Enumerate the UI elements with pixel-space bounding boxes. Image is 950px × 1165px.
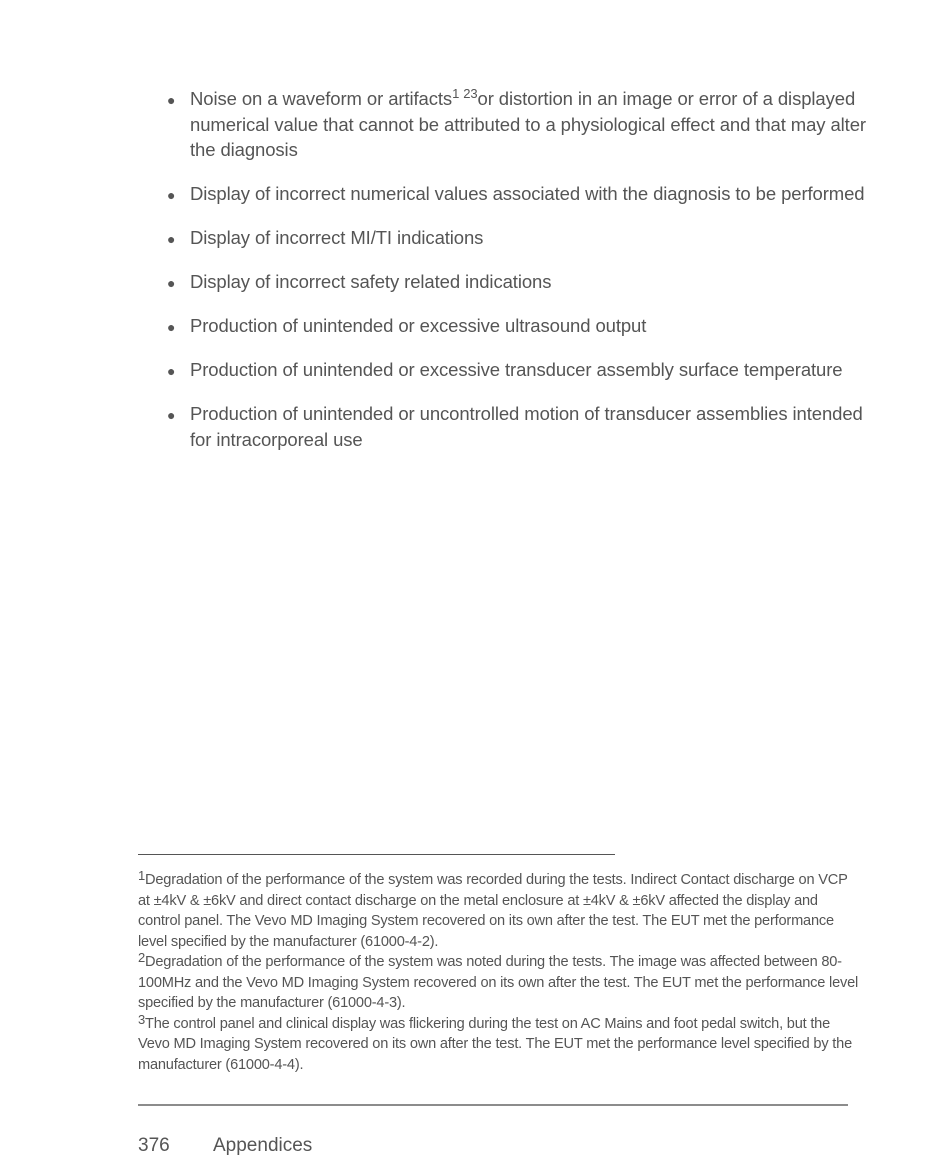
page-number: 376 [138,1135,170,1156]
list-item-text: Display of incorrect safety related indications [190,271,552,292]
performance-criteria-list [166,86,866,471]
footnote-text: The control panel and clinical display was flickering during the test on AC Mains and foot pedal switch, but the Vevo MD Imaging System recovered on its own after the test. The EUT met the performance level specified by the manufacturer (61000-4-4). [138,1015,852,1073]
footnote-ref[interactable]: 2 [463,86,471,101]
page-footer [138,1134,312,1158]
bullet-dot-icon: ● [167,92,176,108]
footnote-ref[interactable]: 3 [470,86,478,101]
list-item-text: Production of unintended or excessive transducer assembly surface temperature [190,359,843,380]
bullet-dot-icon: ● [167,407,176,423]
list-item [166,225,866,251]
bullet-dot-icon: ● [167,275,176,291]
bullet-dot-icon: ● [167,319,176,335]
list-item-text: or distortion in an image or error of a displayed numerical value that cannot be attributed to a physiological effect and that may alter the diagnosis [190,88,866,160]
bullet-dot-icon: ● [167,363,176,379]
footnote-1 [138,870,862,952]
list-item-text: Display of incorrect MI/TI indications [190,227,484,248]
list-item [166,269,866,295]
footnote-divider [138,854,615,855]
footer-divider [138,1104,848,1106]
list-item-text: Production of unintended or excessive ultrasound output [190,315,647,336]
bullet-dot-icon: ● [167,187,176,203]
footnote-number: 1 [138,868,146,883]
footnote-2 [138,952,862,1014]
list-item-text: Display of incorrect numerical values associated with the diagnosis to be performed [190,183,865,204]
list-item [166,86,866,163]
footnote-text: Degradation of the performance of the system was noted during the tests. The image was affected between 80-100MHz and the Vevo MD Imaging System recovered on its own after the test. The EUT met the performance level specified by the manufacturer (61000-4-3). [138,954,859,1011]
list-item [166,357,866,383]
footnotes-section [138,870,862,1075]
footnote-text: Degradation of the performance of the system was recorded during the tests. Indirect Contact discharge on VCP at ±4kV & ±6kV and direct contact discharge on the metal enclosure at ±4kV & ±6kV affected the display and control panel. The Vevo MD Imaging System recovered on its own after the test. The EUT met the performance level specified by the manufacturer (61000-4-2). [138,872,848,950]
list-item-text: Noise on a waveform or artifacts [190,88,453,109]
section-name: Appendices [213,1135,313,1156]
bullet-dot-icon: ● [167,231,176,247]
footnote-3 [138,1011,862,1076]
list-item [166,181,866,207]
list-item [166,401,866,452]
list-item-text: Production of unintended or uncontrolled motion of transducer assemblies intended for intracorporeal use [190,403,863,450]
footnote-number: 3 [138,1011,146,1027]
footnote-number: 2 [138,950,146,965]
list-item [166,313,866,339]
footnote-ref[interactable]: 1 [452,86,460,101]
